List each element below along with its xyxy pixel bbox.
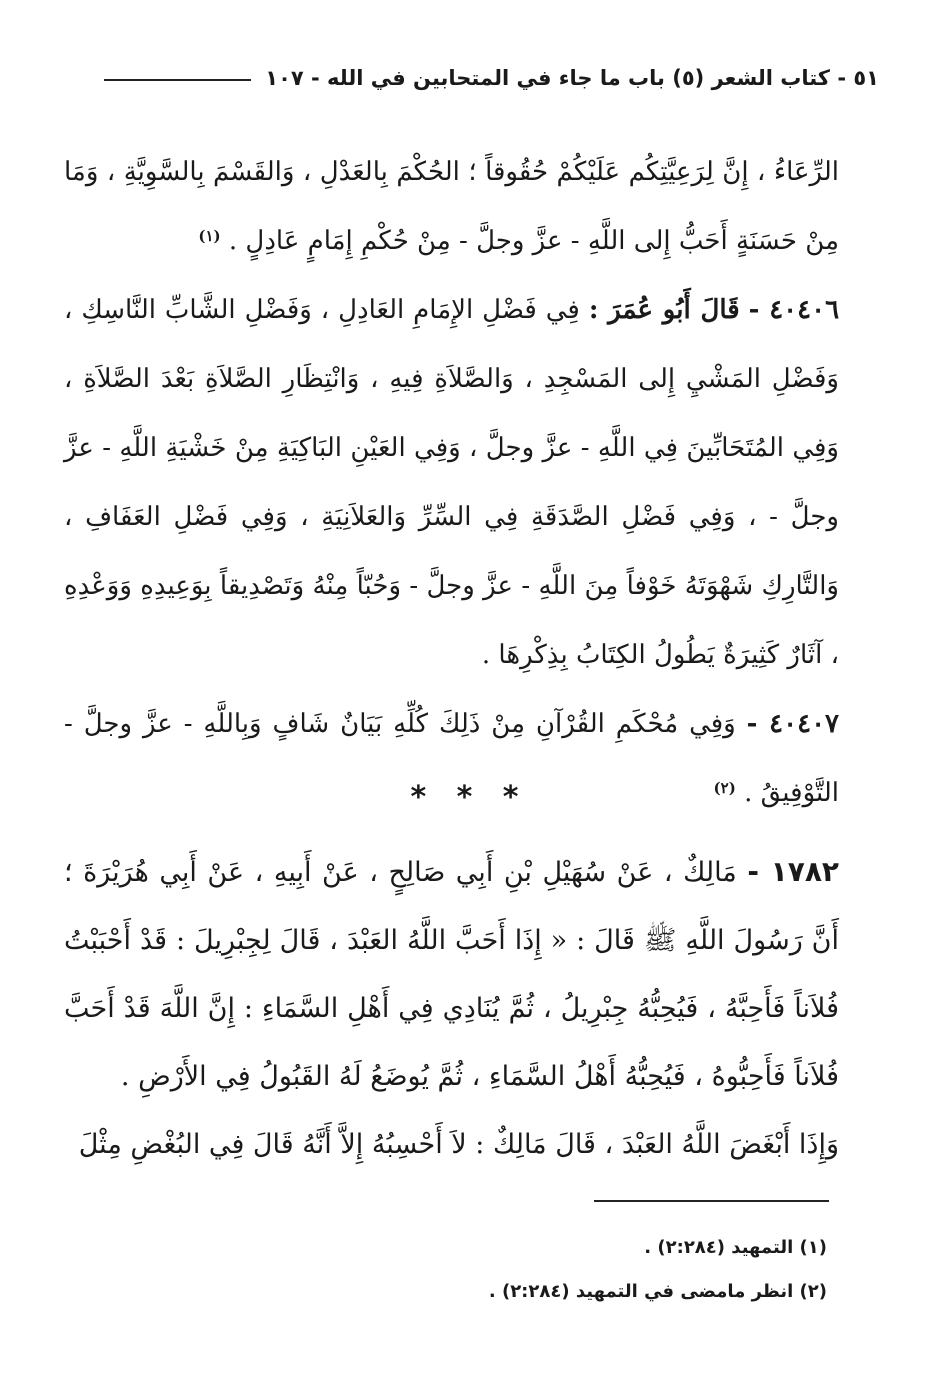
commentary-text [64,138,839,828]
paragraph-number-4406: ٤٠٤٠٦ - [748,295,840,325]
running-header [104,56,879,100]
commentary-paragraph-3-text: وَفِي مُحْكَمِ القُرْآنِ مِنْ ذَلِكَ كُلِّهِ بَيَانٌ شَافٍ وَبِاللَّهِ - عزَّ وجلَّ - التَّوْفِيقُ . [64,709,839,808]
footnotes [127,1226,827,1314]
section-separator: * * * [410,780,529,815]
footnote-rule [594,1200,829,1202]
running-header-title: ٥١ - كتاب الشعر (٥) باب ما جاء في المتحابين في الله - ١٠٧ [265,66,879,90]
paragraph-number-4407: ٤٠٤٠٧ - [746,709,839,739]
hadith-paragraph-2-text: وَإِذَا أَبْغَضَ اللَّهُ العَبْدَ ، قَالَ مَالِكٌ : لاَ أَحْسِبُهُ إِلاَّ أَنَّهُ قَالَ فِي البُغْضِ مِثْلَ [78,1129,839,1160]
header-rule [104,79,251,81]
footnote-ref-1: (١) [198,227,221,245]
hadith-paragraph-1 [64,838,839,1111]
hadith-text [64,838,839,1179]
hadith-number: ١٧٨٢ - [747,855,839,888]
commentary-paragraph-1 [64,138,839,276]
footnote-2: (٢) انظر مامضى في التمهيد (٢:٢٨٤) . [488,1281,827,1302]
commentary-paragraph-2-text: فِي فَضْلِ الإِمَامِ العَادِلِ ، وَفَضْلِ الشَّابِّ النَّاسِكِ ، وَفَضْلِ المَشْيِ إِلى المَسْجِدِ ، وَالصَّلاَةِ فِيهِ ، وَانْتِظَارِ الصَّلاَةِ بَعْدَ الصَّلاَةِ ، وَفِي المُتَحَابِّينَ فِي اللَّهِ - عزَّ وجلَّ ، وَفِي العَيْنِ البَاكِيَةِ مِنْ خَشْيَةِ اللَّهِ - عزَّ وجلَّ - ، وَفِي فَضْلِ الصَّدَقَةِ فِي السِّرِّ وَالعَلاَنِيَةِ ، وَفِي فَضْلِ العَفَافِ ، وَالتَّارِكِ شَهْوَتَهُ خَوْفاً مِنَ اللَّهِ - عزَّ وجلَّ - وَحُبّاً مِنْهُ وَتَصْدِيقاً بِوَعِيدِهِ وَوَعْدِهِ ، آثَارٌ كَثِيرَةٌ يَطُولُ الكِتَابُ بِذِكْرِهَا . [64,295,839,670]
hadith-paragraph-2 [64,1111,839,1179]
footnote-ref-2: (٢) [713,779,736,797]
hadith-paragraph-1-text: مَالِكٌ ، عَنْ سُهَيْلِ بْنِ أَبِي صَالِحٍ ، عَنْ أَبِيهِ ، عَنْ أَبِي هُرَيْرَةَ ؛ أَنَّ رَسُولَ اللَّهِ ﷺ قَالَ : « إِذَا أَحَبَّ اللَّهُ العَبْدَ ، قَالَ لِجِبْرِيلَ : قَدْ أَحْبَبْتُ فُلاَناً فَأَحِبَّهُ ، فَيُحِبُّهُ جِبْرِيلُ ، ثُمَّ يُنَادِي فِي أَهْلِ السَّمَاءِ : إِنَّ اللَّهَ قَدْ أَحَبَّ فُلاَناً فَأَحِبُّوهُ ، فَيُحِبُّهُ أَهْلُ السَّمَاءِ ، ثُمَّ يُوضَعُ لَهُ القَبُولُ فِي الأَرْضِ . [64,857,839,1092]
commentary-paragraph-2 [64,276,839,690]
commentary-paragraph-1-text: الرِّعَاءُ ، إِنَّ لِرَعِيَّتِكُم عَلَيْكُمْ حُقُوقاً ؛ الحُكْمَ بِالعَدْلِ ، وَالقَسْمَ بِالسَّوِيَّةِ ، وَمَا مِنْ حَسَنَةٍ أَحَبُّ إِلى اللَّهِ - عزَّ وجلَّ - مِنْ حُكْمِ إِمَامٍ عَادِلٍ . [64,157,839,256]
speaker-label: قَالَ أَبُو عُمَرَ : [588,295,740,325]
footnote-1: (١) التمهيد (٢:٢٨٤) . [644,1237,827,1258]
